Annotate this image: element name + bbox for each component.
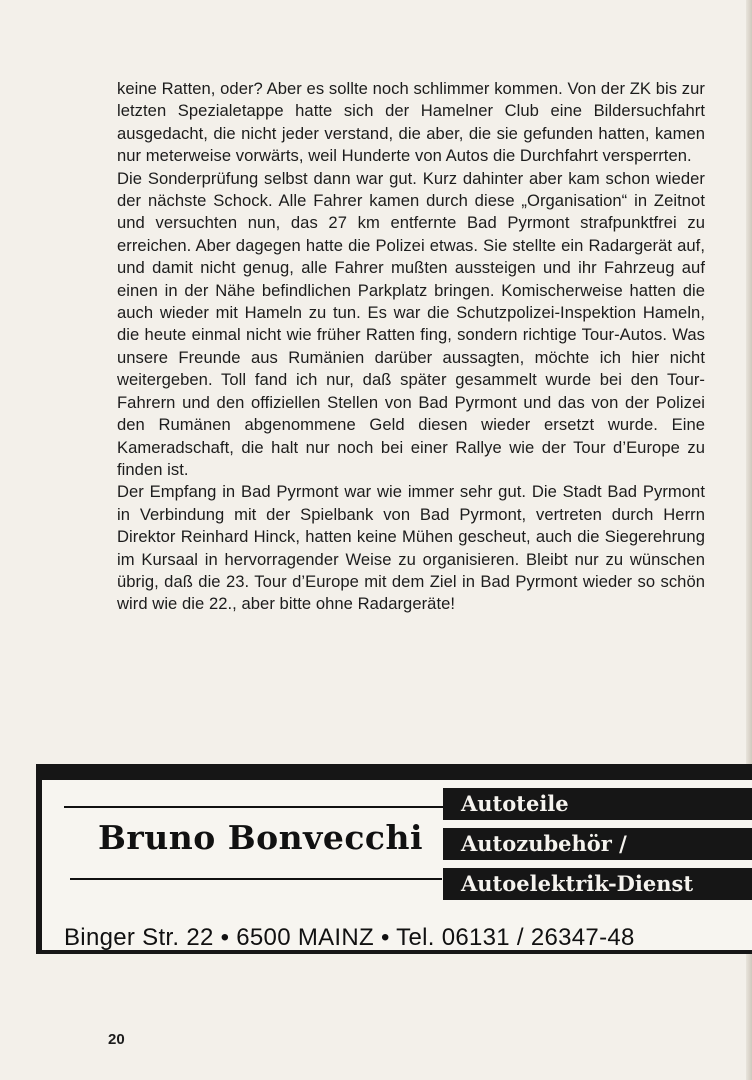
company-name: Bruno Bonvecchi	[98, 818, 424, 857]
company-name-bottom-rule	[70, 878, 442, 880]
article-paragraph-3: Der Empfang in Bad Pyrmont war wie immer sehr gut. Die Stadt Bad Pyrmont in Verbindung mit der Spielbank von Bad Pyrmont, vertreten durch Herrn Direktor Reinhard Hinck, hatten keine Mühen gescheut, auch die Siegerehrung im Kursaal in hervorragender Weise zu organisieren. Bleibt nur zu wünschen übrig, daß die 23. Tour d’Europe mit dem Ziel in Bad Pyrmont wieder so schön wird wie die 22., aber bitte ohne Radargeräte!	[117, 482, 705, 614]
article-paragraph-2: Die Sonderprüfung selbst dann war gut. Kurz dahinter aber kam schon wieder der nächste Schock. Alle Fahrer kamen durch diese „Organisation“ in Zeitnot und versuchten nun, das 27 km entfernte Bad Pyrmont strafpunktfrei zu erreichen. Aber dagegen hatte die Polizei etwas. Sie stellte ein Radargerät auf, und damit nicht genug, alle Fahrer mußten aussteigen und ihr Fahrzeug auf einen in der Nähe befindlichen Parkplatz bringen. Komischerweise hatten die auch wieder mit Hameln zu tun. Es war die Schutzpolizei-Inspektion Hameln, die heute einmal nicht wie früher Ratten fing, sondern richtige Tour-Autos. Was unsere Freunde aus Rumänien darüber aussagten, möchte ich hier nicht weitergeben. Toll fand ich nur, daß später gesammelt wurde bei den Tour-Fahrern und den offiziellen Stellen von Bad Pyrmont und das von der Polizei den Rumänen abgenommene Geld diesen wieder ersetzt wurde. Eine Kameradschaft, die halt nur noch bei einer Rallye wie der Tour d’Europe zu finden ist.	[117, 168, 705, 479]
advertisement-box	[36, 764, 752, 954]
article-text	[117, 78, 705, 616]
service-autozubehoer: Autozubehör /	[443, 828, 752, 860]
service-autoteile: Autoteile	[443, 788, 752, 820]
company-name-top-rule	[64, 806, 444, 808]
page-number: 20	[108, 1031, 125, 1048]
company-address: Binger Str. 22 • 6500 MAINZ • Tel. 06131 / 26347-48	[64, 924, 635, 951]
article-paragraph-1: keine Ratten, oder? Aber es sollte noch schlimmer kommen. Von der ZK bis zur letzten Spezialetappe hatte sich der Hamelner Club eine Bildersuchfahrt ausgedacht, die nicht jeder verstand, die aber, die sie gefunden hatten, kamen nur meterweise vorwärts, weil Hunderte von Autos die Durchfahrt versperrten.	[117, 79, 705, 166]
service-autoelektrik: Autoelektrik-Dienst	[443, 868, 752, 900]
